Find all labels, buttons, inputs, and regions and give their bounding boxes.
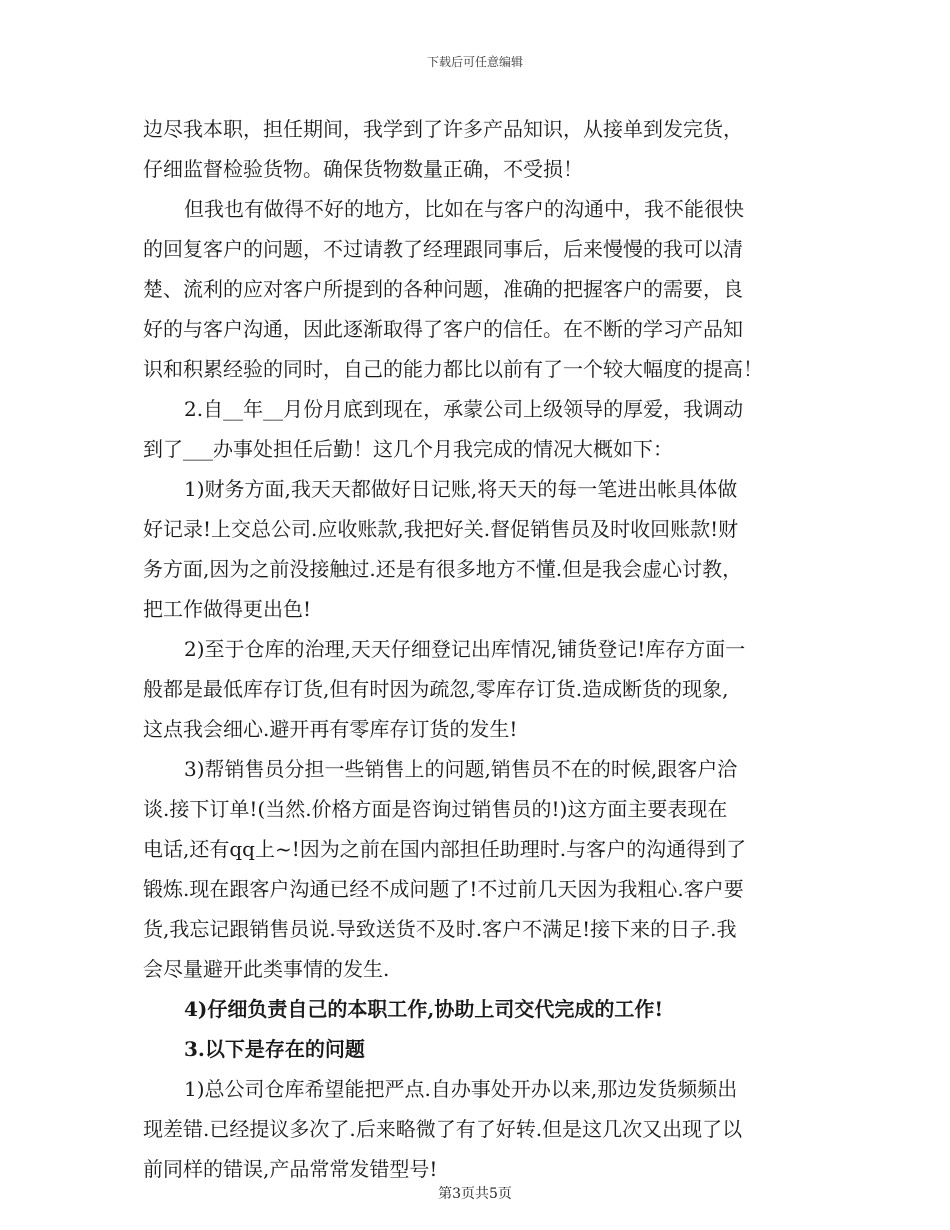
text-line: 边尽我本职，担任期间，我学到了许多产品知识，从接单到发完货， <box>143 117 743 141</box>
text-line: 现差错.已经提议多次了.后来略微了有了好转.但是这几次又出现了以 <box>143 1117 743 1141</box>
text-line: 3)帮销售员分担一些销售上的问题,销售员不在的时候,跟客户洽 <box>184 757 738 781</box>
text-line: 会尽量避开此类事情的发生. <box>143 957 390 981</box>
text-line: 好记录!上交总公司.应收账款,我把好关.督促销售员及时收回账款!财 <box>143 517 739 541</box>
page-header: 下载后可任意编辑 <box>426 55 523 69</box>
text-line: 的回复客户的问题，不过请教了经理跟同事后，后来慢慢的我可以清 <box>143 237 743 261</box>
section-heading: 4)仔细负责自己的本职工作,协助上司交代完成的工作! <box>184 997 664 1021</box>
text-line: 1)财务方面,我天天都做好日记账,将天天的每一笔进出帐具体做 <box>184 477 738 501</box>
text-line: 1)总公司仓库希望能把严点.自办事处开办以来,那边发货频频出 <box>184 1077 738 1101</box>
text-line: 好的与客户沟通，因此逐渐取得了客户的信任。在不断的学习产品知 <box>143 317 743 341</box>
text-line: 谈.接下订单!(当然.价格方面是咨询过销售员的!)这方面主要表现在 <box>143 797 728 821</box>
text-line: 2.自__年__月份月底到现在，承蒙公司上级领导的厚爱，我调动 <box>184 397 744 421</box>
page-footer: 第3页共5页 <box>438 1186 512 1202</box>
text-line: 识和积累经验的同时，自己的能力都比以前有了一个较大幅度的提高！ <box>143 357 763 381</box>
text-line: 到了___办事处担任后勤！这几个月我完成的情况大概如下： <box>143 437 673 461</box>
section-heading: 3.以下是存在的问题 <box>184 1037 365 1061</box>
document-body <box>143 109 808 1189</box>
text-line: 锻炼.现在跟客户沟通已经不成问题了!不过前几天因为我粗心.客户要 <box>143 877 744 901</box>
text-line: 楚、流利的应对客户所提到的各种问题，准确的把握客户的需要，良 <box>143 277 743 301</box>
text-line: 般都是最低库存订货,但有时因为疏忽,零库存订货.造成断货的现象, <box>143 677 729 701</box>
text-line: 但我也有做得不好的地方，比如在与客户的沟通中，我不能很快 <box>184 197 744 221</box>
text-line: 前同样的错误,产品常常发错型号! <box>143 1157 438 1181</box>
text-line: 务方面,因为之前没接触过.还是有很多地方不懂.但是我会虚心讨教， <box>143 557 743 581</box>
text-line: 把工作做得更出色! <box>143 597 312 621</box>
text-line: 电话,还有qq上~!因为之前在国内部担任助理时.与客户的沟通得到了 <box>143 837 747 861</box>
text-line: 2)至于仓库的治理,天天仔细登记出库情况,铺货登记!库存方面一 <box>184 637 746 661</box>
text-line: 货,我忘记跟销售员说.导致送货不及时.客户不满足!接下来的日子.我 <box>143 917 737 941</box>
text-line: 这点我会细心.避开再有零库存订货的发生! <box>143 717 518 741</box>
text-line: 仔细监督检验货物。确保货物数量正确，不受损！ <box>143 157 583 181</box>
